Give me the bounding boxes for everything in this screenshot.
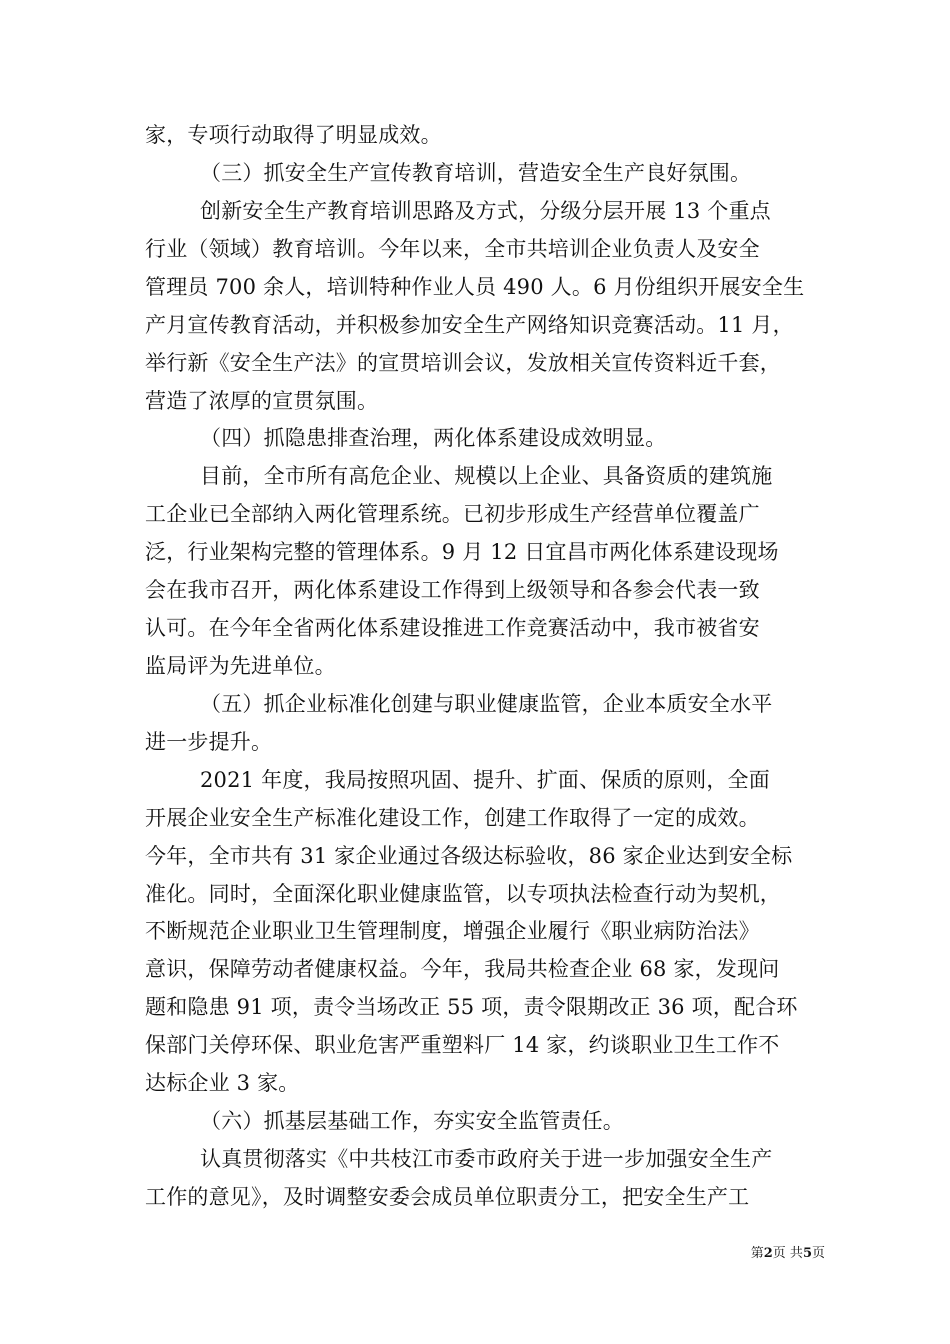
text-line: 2021 年度，我局按照巩固、提升、扩面、保质的原则，全面: [200, 768, 770, 792]
text-line: 达标企业 3 家。: [145, 1071, 300, 1095]
text-line: 认可。在今年全省两化体系建设推进工作竞赛活动中，我市被省安: [145, 616, 760, 640]
footer-middle: 页 共: [772, 1246, 803, 1261]
text-line: 管理员 700 余人，培训特种作业人员 490 人。6 月份组织开展安全生: [145, 275, 805, 299]
section-heading: （三）抓安全生产宣传教育培训，营造安全生产良好氛围。: [200, 161, 752, 185]
text-line: 开展企业安全生产标准化建设工作，创建工作取得了一定的成效。: [145, 806, 760, 830]
text-line: 不断规范企业职业卫生管理制度，增强企业履行《职业病防治法》: [145, 919, 760, 943]
text-line: 工作的意见》，及时调整安委会成员单位职责分工，把安全生产工: [145, 1185, 750, 1209]
section-heading: （六）抓基层基础工作，夯实安全监管责任。: [200, 1109, 624, 1133]
text-line: 监局评为先进单位。: [145, 654, 336, 678]
text-line: 泛，行业架构完整的管理体系。9 月 12 日宜昌市两化体系建设现场: [145, 540, 779, 564]
total-page-number: 5: [802, 1246, 812, 1261]
text-line: 保部门关停环保、职业危害严重塑料厂 14 家，约谈职业卫生工作不: [145, 1033, 780, 1057]
section-heading-continued: 进一步提升。: [145, 730, 273, 754]
current-page-number: 2: [763, 1246, 773, 1261]
text-line: 举行新《安全生产法》的宣贯培训会议，发放相关宣传资料近千套，: [145, 351, 781, 375]
text-line: 今年，全市共有 31 家企业通过各级达标验收，86 家企业达到安全标: [145, 844, 793, 868]
text-line: 产月宣传教育活动，并积极参加安全生产网络知识竞赛活动。11 月，: [145, 313, 794, 337]
text-line: 工企业已全部纳入两化管理系统。已初步形成生产经营单位覆盖广: [145, 502, 760, 526]
section-heading: （四）抓隐患排查治理，两化体系建设成效明显。: [200, 426, 667, 450]
footer-suffix: 页: [811, 1246, 825, 1261]
text-line: 题和隐患 91 项，责令当场改正 55 项，责令限期改正 36 项，配合环: [145, 995, 798, 1019]
text-line: 目前，全市所有高危企业、规模以上企业、具备资质的建筑施: [200, 464, 773, 488]
section-heading: （五）抓企业标准化创建与职业健康监管，企业本质安全水平: [200, 692, 773, 716]
text-line: 意识，保障劳动者健康权益。今年，我局共检查企业 68 家，发现问: [145, 957, 780, 981]
page-number-footer: [715, 1246, 825, 1262]
text-line: 创新安全生产教育培训思路及方式，分级分层开展 13 个重点: [200, 199, 771, 223]
text-line: 认真贯彻落实《中共枝江市委市政府关于进一步加强安全生产: [200, 1147, 773, 1171]
text-line: 家，专项行动取得了明显成效。: [145, 123, 442, 147]
text-line: 准化。同时，全面深化职业健康监管，以专项执法检查行动为契机，: [145, 882, 781, 906]
text-line: 行业（领域）教育培训。今年以来，全市共培训企业负责人及安全: [145, 237, 760, 261]
text-line: 营造了浓厚的宣贯氛围。: [145, 389, 379, 413]
text-line: 会在我市召开，两化体系建设工作得到上级领导和各参会代表一致: [145, 578, 760, 602]
footer-prefix: 第: [750, 1246, 764, 1261]
